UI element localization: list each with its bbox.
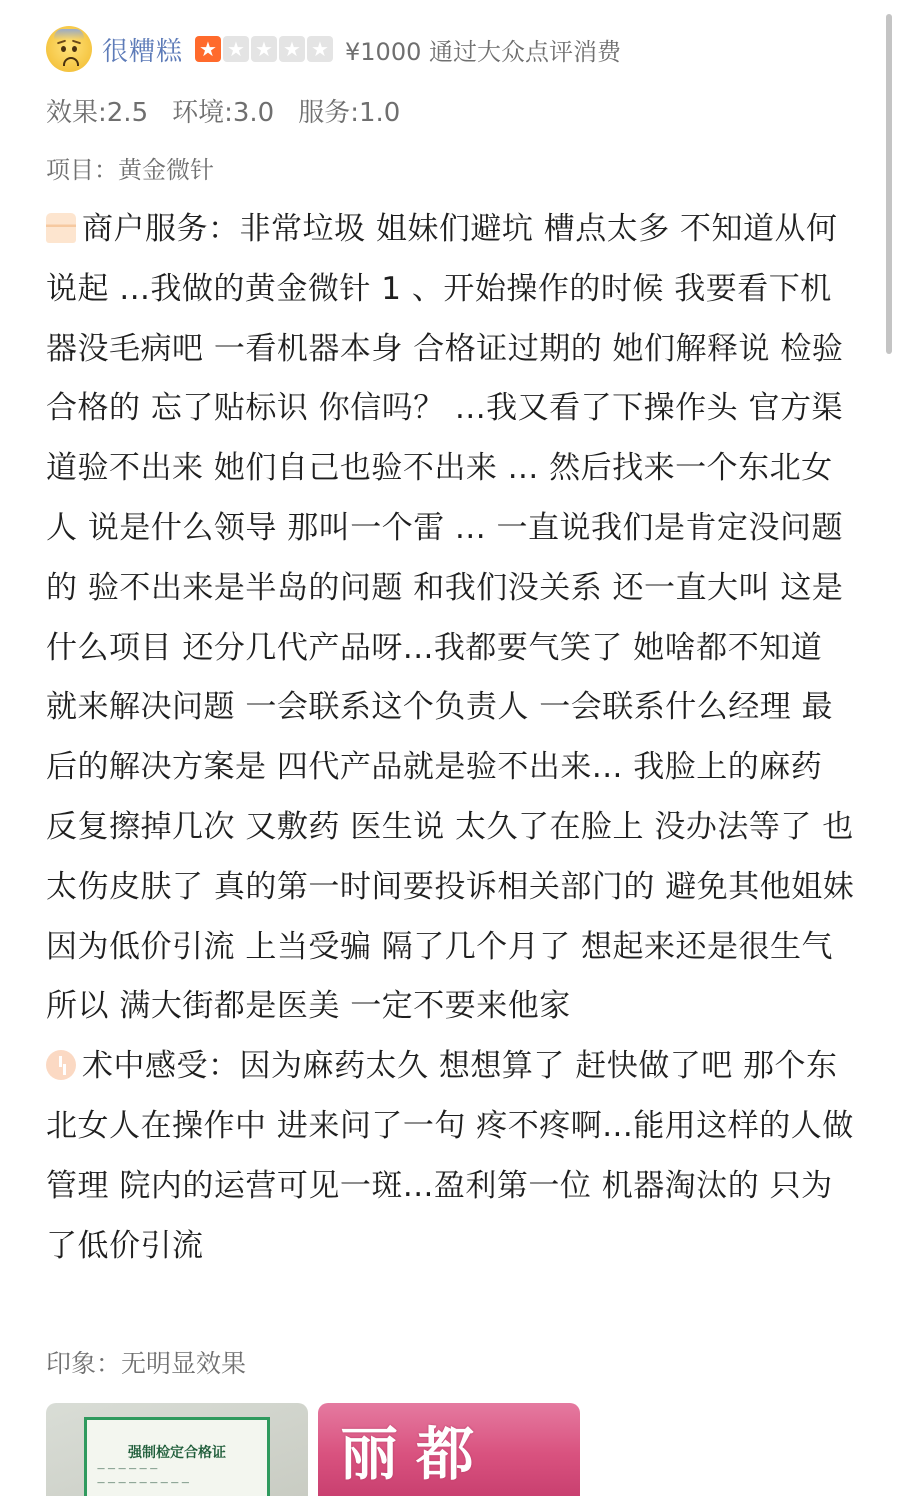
star-icon: ★ xyxy=(307,36,333,62)
feeling-text: 术中感受：因为麻药太久 想想算了 赶快做了吧 那个东北女人在操作中 进来问了一句 疼不疼啊...能用这样的人做管理 院内的运营可见一斑...盈利第一位 机器淘汰的 只为了低价引流 xyxy=(46,1048,854,1264)
star-icon: ★ xyxy=(279,36,305,62)
score-effect: 效果:2.5 xyxy=(46,98,149,128)
merchant-service-text: 商户服务：非常垃圾 姐妹们避坑 槽点太多 不知道从何说起 ...我做的黄金微针 1 、开始操作的时候 我要看下机器没毛病吧 一看机器本身 合格证过期的 她们解释说 检验合格的 忘了贴标识 你信吗？ ...我又看了下操作头 官方渠道验不出来 她们自己也验不出来 ... 然后找来一个东北女人 说是什么领导 那叫一个雷 ... 一直说我们是肯定没问题的 验不出来是半岛的问题 和我们没关系 还一直大叫 这是什么项目 还分几代产品呀...我都要气笑了 她啥都不知道 就来解决问题 一会联系这个负责人 一会联系什么经理 最后的解决方案是 四代产品就是验不出来... 我脸上的麻药 反复擦掉几次 又敷药 医生说 太久了在脸上 没办法等了 也太伤皮肤了 真的第一时间要投诉相关部门的 避免其他姐妹因为低价引流 上当受骗 隔了几个月了 想起来还是很生气 所以 满大街都是医美 一定不要来他家 xyxy=(46,211,855,1025)
review-body xyxy=(46,200,856,1276)
star-icon: ★ xyxy=(223,36,249,62)
star-icon: ★ xyxy=(195,36,221,62)
photo-strip xyxy=(46,1403,580,1496)
worried-face-icon xyxy=(46,26,92,72)
certificate-image xyxy=(84,1417,270,1496)
score-row xyxy=(46,92,400,129)
rating-word: 很糟糕 xyxy=(102,36,184,67)
certificate-line: — — — — — — — — — xyxy=(97,1478,190,1487)
merchant-service-paragraph xyxy=(46,200,856,1037)
review-header xyxy=(46,26,860,72)
project-label: 项目：黄金微针 xyxy=(46,156,214,184)
certificate-title: 强制检定合格证 xyxy=(128,1445,226,1461)
scrollbar[interactable] xyxy=(886,14,892,354)
photo-storefront[interactable] xyxy=(318,1403,580,1496)
feeling-paragraph xyxy=(46,1037,856,1276)
score-service: 服务:1.0 xyxy=(298,98,401,128)
star-icon: ★ xyxy=(251,36,277,62)
star-rating xyxy=(195,36,333,62)
score-environment: 环境:3.0 xyxy=(172,98,275,128)
impression-label: 印象：无明显效果 xyxy=(46,1349,247,1378)
storefront-sign: 丽都 xyxy=(340,1420,493,1488)
price-text: ¥1000 通过大众点评消费 xyxy=(345,37,621,66)
photo-certificate[interactable] xyxy=(46,1403,308,1496)
clock-icon xyxy=(46,1050,76,1080)
shop-icon xyxy=(46,213,76,243)
certificate-line: — — — — — — xyxy=(97,1464,158,1473)
